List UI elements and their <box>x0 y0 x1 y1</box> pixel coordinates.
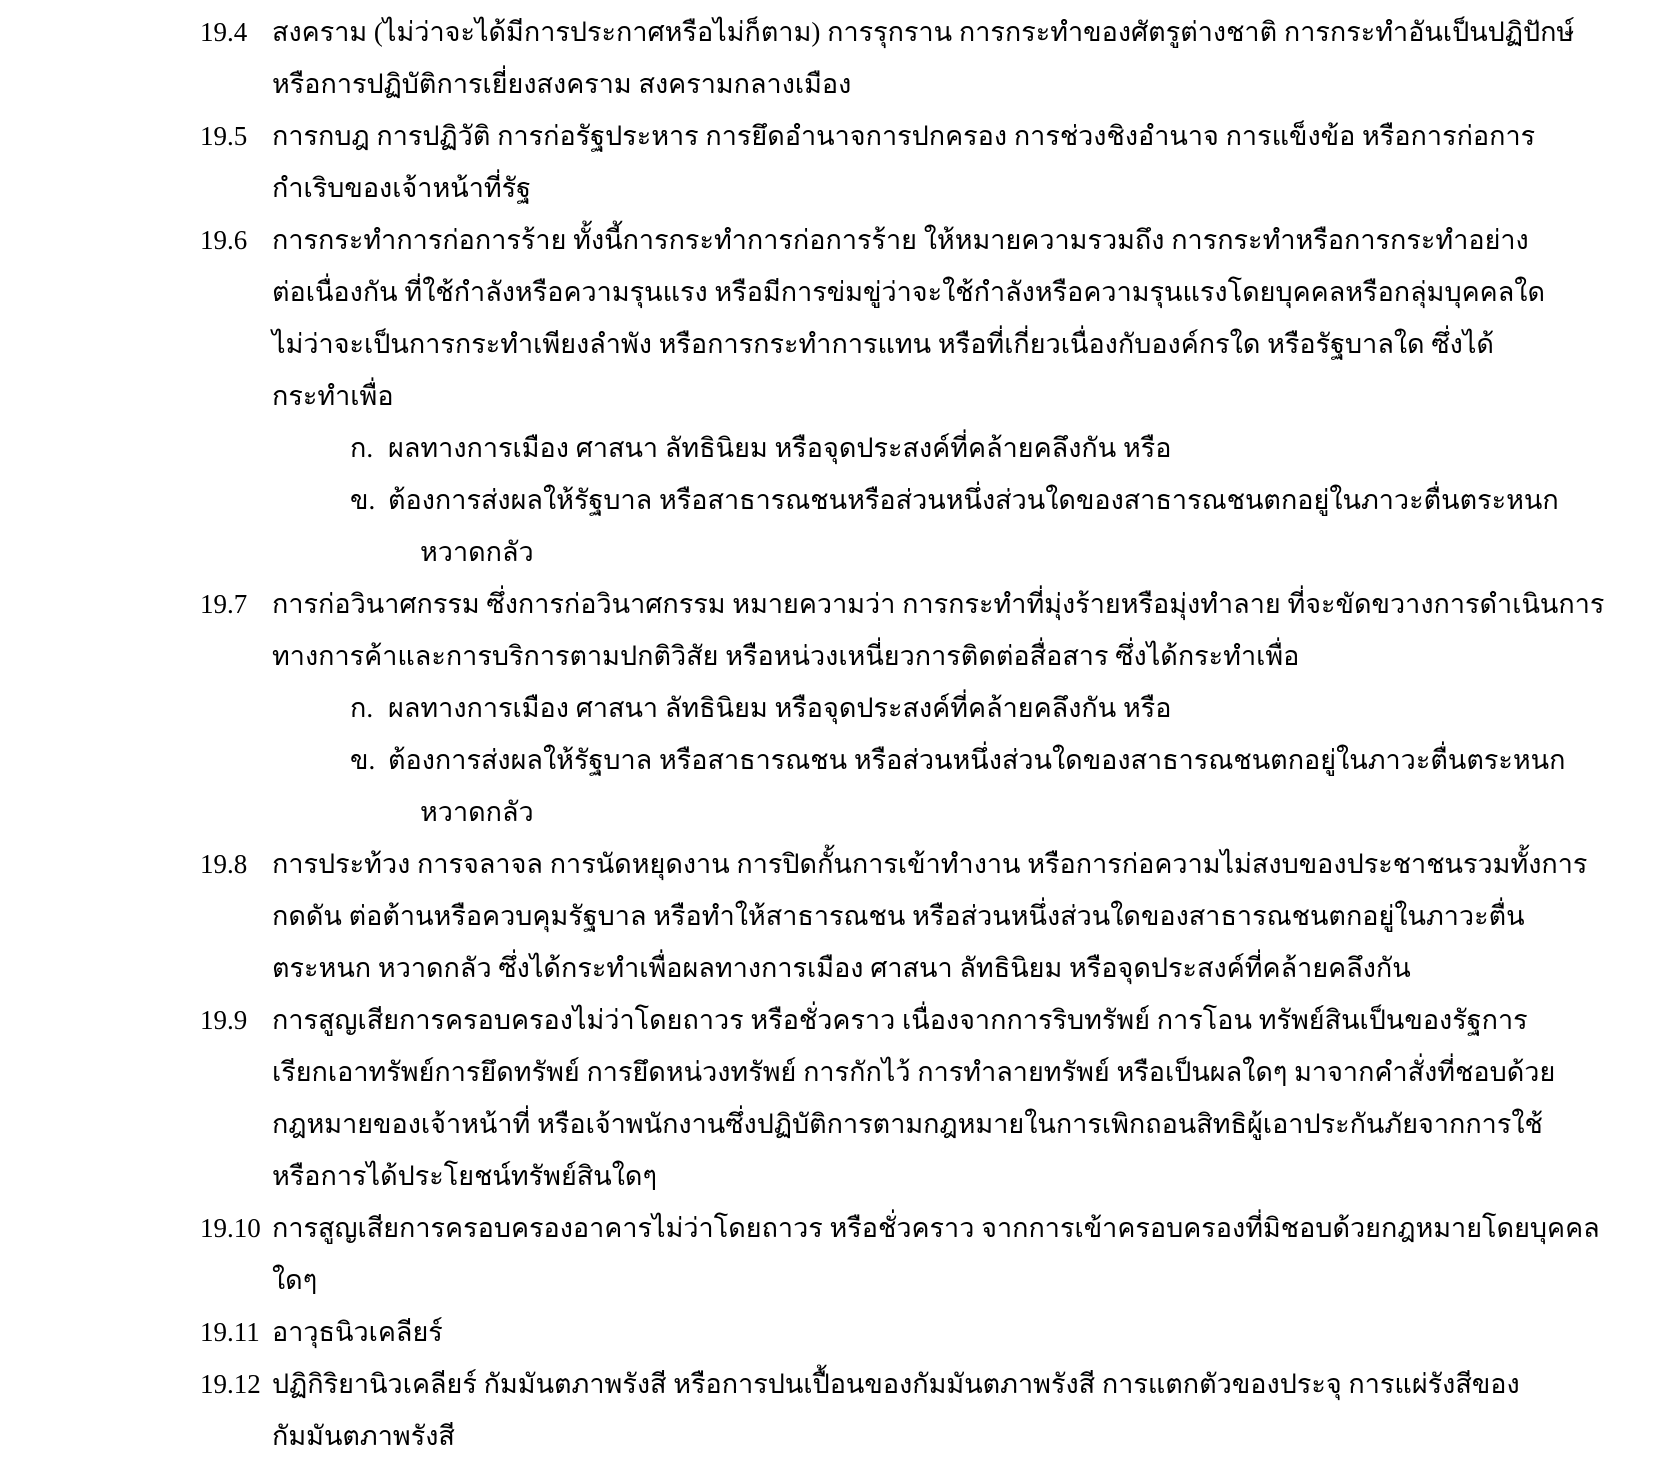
clause-content <box>272 6 1575 110</box>
clause-text-line: กระทำเพื่อ <box>272 381 394 411</box>
clause-text-line: การสูญเสียการครอบครองไม่ว่าโดยถาวร หรือชั่วคราว เนื่องจากการริบทรัพย์ การโอน ทรัพย์สินเป็นของรัฐการ <box>272 1005 1528 1035</box>
clause-content <box>272 838 1588 994</box>
subclause-content <box>388 682 1514 734</box>
clause-text-line: กำเริบของเจ้าหน้าที่รัฐ <box>272 173 532 203</box>
subclause-text-line: ต้องการส่งผลให้รัฐบาล หรือสาธารณชน หรือส่วนหนึ่งส่วนใดของสาธารณชนตกอยู่ในภาวะตื่นตระหนก <box>388 745 1566 775</box>
subclause-label: ก. <box>350 693 374 723</box>
clause-content <box>272 1358 1520 1462</box>
clause-text-line: อาวุธนิวเคลียร์ <box>272 1317 443 1347</box>
clause-text-line: ใดๆ <box>272 1265 318 1295</box>
clause-content <box>272 578 1605 838</box>
subclause-text-line: ผลทางการเมือง ศาสนา ลัทธินิยม หรือจุดประสงค์ที่คล้ายคลึงกัน หรือ <box>388 693 1172 723</box>
subclause-label: ข. <box>350 745 376 775</box>
clause-item <box>200 578 1605 838</box>
clause-number: 19.7 <box>200 589 248 619</box>
clause-number: 19.11 <box>200 1317 260 1347</box>
clause-item <box>200 838 1588 994</box>
clause-item <box>200 1358 1520 1462</box>
clause-item <box>200 6 1575 110</box>
clause-text-line: การก่อวินาศกรรม ซึ่งการก่อวินาศกรรม หมายความว่า การกระทำที่มุ่งร้ายหรือมุ่งทำลาย ที่จะขัดขวางการดำเนินการ <box>272 589 1605 619</box>
subclause-content <box>388 474 1559 578</box>
clause-text-line: ทางการค้าและการบริการตามปกติวิสัย หรือหน่วงเหนี่ยวการติดต่อสื่อสาร ซึ่งได้กระทำเพื่อ <box>272 641 1300 671</box>
subclause-text-line: ผลทางการเมือง ศาสนา ลัทธินิยม หรือจุดประสงค์ที่คล้ายคลึงกัน หรือ <box>388 433 1172 463</box>
clause-content <box>272 1202 1600 1306</box>
clause-number: 19.9 <box>200 1005 248 1035</box>
subclause-text-line: หวาดกลัว <box>420 537 534 567</box>
clause-number: 19.4 <box>200 17 248 47</box>
clause-number: 19.6 <box>200 225 248 255</box>
clause-number: 19.12 <box>200 1369 261 1399</box>
clause-text-line: การกระทำการก่อการร้าย ทั้งนี้การกระทำการก่อการร้าย ให้หมายความรวมถึง การกระทำหรือการกระทำอย่าง <box>272 225 1529 255</box>
subclause-item <box>350 422 1514 474</box>
clause-text-line: สงคราม (ไม่ว่าจะได้มีการประกาศหรือไม่ก็ตาม) การรุกราน การกระทำของศัตรูต่างชาติ การกระทำอันเป็นปฏิปักษ์ <box>272 17 1575 47</box>
subclause-item <box>350 734 1566 838</box>
clause-content <box>272 1306 1514 1358</box>
subclause-text-line: หวาดกลัว <box>420 797 534 827</box>
clause-item <box>200 214 1559 578</box>
clause-text-line: กฎหมายของเจ้าหน้าที่ หรือเจ้าพนักงานซึ่งปฏิบัติการตามกฎหมายในการเพิกถอนสิทธิผู้เอาประกันภัยจากการใช้ <box>272 1109 1543 1139</box>
clause-text-line: ต่อเนื่องกัน ที่ใช้กำลังหรือความรุนแรง หรือมีการข่มขู่ว่าจะใช้กำลังหรือความรุนแรงโดยบุคคลหรือกลุ่มบุคคลใด <box>272 277 1545 307</box>
clause-text-line: ตระหนก หวาดกลัว ซึ่งได้กระทำเพื่อผลทางการเมือง ศาสนา ลัทธินิยม หรือจุดประสงค์ที่คล้ายคลึงกัน <box>272 953 1411 983</box>
clause-text-line: ไม่ว่าจะเป็นการกระทำเพียงลำพัง หรือการกระทำการแทน หรือที่เกี่ยวเนื่องกับองค์กรใด หรือรัฐบาลใด ซึ่งได้ <box>272 329 1494 359</box>
subclause-text-line: ต้องการส่งผลให้รัฐบาล หรือสาธารณชนหรือส่วนหนึ่งส่วนใดของสาธารณชนตกอยู่ในภาวะตื่นตระหนก <box>388 485 1559 515</box>
subclause-label: ก. <box>350 433 374 463</box>
clause-item <box>200 110 1536 214</box>
clause-text-line: หรือการได้ประโยชน์ทรัพย์สินใดๆ <box>272 1161 657 1191</box>
clause-text-line: กดดัน ต่อต้านหรือควบคุมรัฐบาล หรือทำให้สาธารณชน หรือส่วนหนึ่งส่วนใดของสาธารณชนตกอยู่ในภาวะตื่น <box>272 901 1525 931</box>
subclause-content <box>388 734 1566 838</box>
subclause-content <box>388 422 1514 474</box>
clause-text-line: เรียกเอาทรัพย์การยึดทรัพย์ การยึดหน่วงทรัพย์ การกักไว้ การทำลายทรัพย์ หรือเป็นผลใดๆ มาจากคำสั่งที่ชอบด้วย <box>272 1057 1556 1087</box>
clause-content <box>272 110 1536 214</box>
clause-text-line: การประท้วง การจลาจล การนัดหยุดงาน การปิดกั้นการเข้าทำงาน หรือการก่อความไม่สงบของประชาชนรวมทั้งการ <box>272 849 1588 879</box>
clause-number: 19.10 <box>200 1213 261 1243</box>
clause-item <box>200 994 1556 1202</box>
clause-text-line: หรือการปฏิบัติการเยี่ยงสงคราม สงครามกลางเมือง <box>272 69 852 99</box>
subclause-item <box>350 474 1559 578</box>
clause-text-line: กัมมันตภาพรังสี <box>272 1421 455 1451</box>
clause-list <box>200 6 1605 1462</box>
clause-text-line: การกบฎ การปฏิวัติ การก่อรัฐประหาร การยึดอำนาจการปกครอง การช่วงชิงอำนาจ การแข็งข้อ หรือการก่อการ <box>272 121 1536 151</box>
clause-text-line: การสูญเสียการครอบครองอาคารไม่ว่าโดยถาวร หรือชั่วคราว จากการเข้าครอบครองที่มิชอบด้วยกฎหมายโดยบุคคล <box>272 1213 1600 1243</box>
clause-text-line: ปฏิกิริยานิวเคลียร์ กัมมันตภาพรังสี หรือการปนเปื้อนของกัมมันตภาพรังสี การแตกตัวของประจุ การแผ่รังสีของ <box>272 1369 1520 1399</box>
clause-content <box>272 214 1559 578</box>
clause-content <box>272 994 1556 1202</box>
clause-number: 19.8 <box>200 849 248 879</box>
subclause-label: ข. <box>350 485 376 515</box>
clause-item <box>200 1306 1514 1358</box>
clause-number: 19.5 <box>200 121 248 151</box>
clause-item <box>200 1202 1600 1306</box>
subclause-item <box>350 682 1514 734</box>
